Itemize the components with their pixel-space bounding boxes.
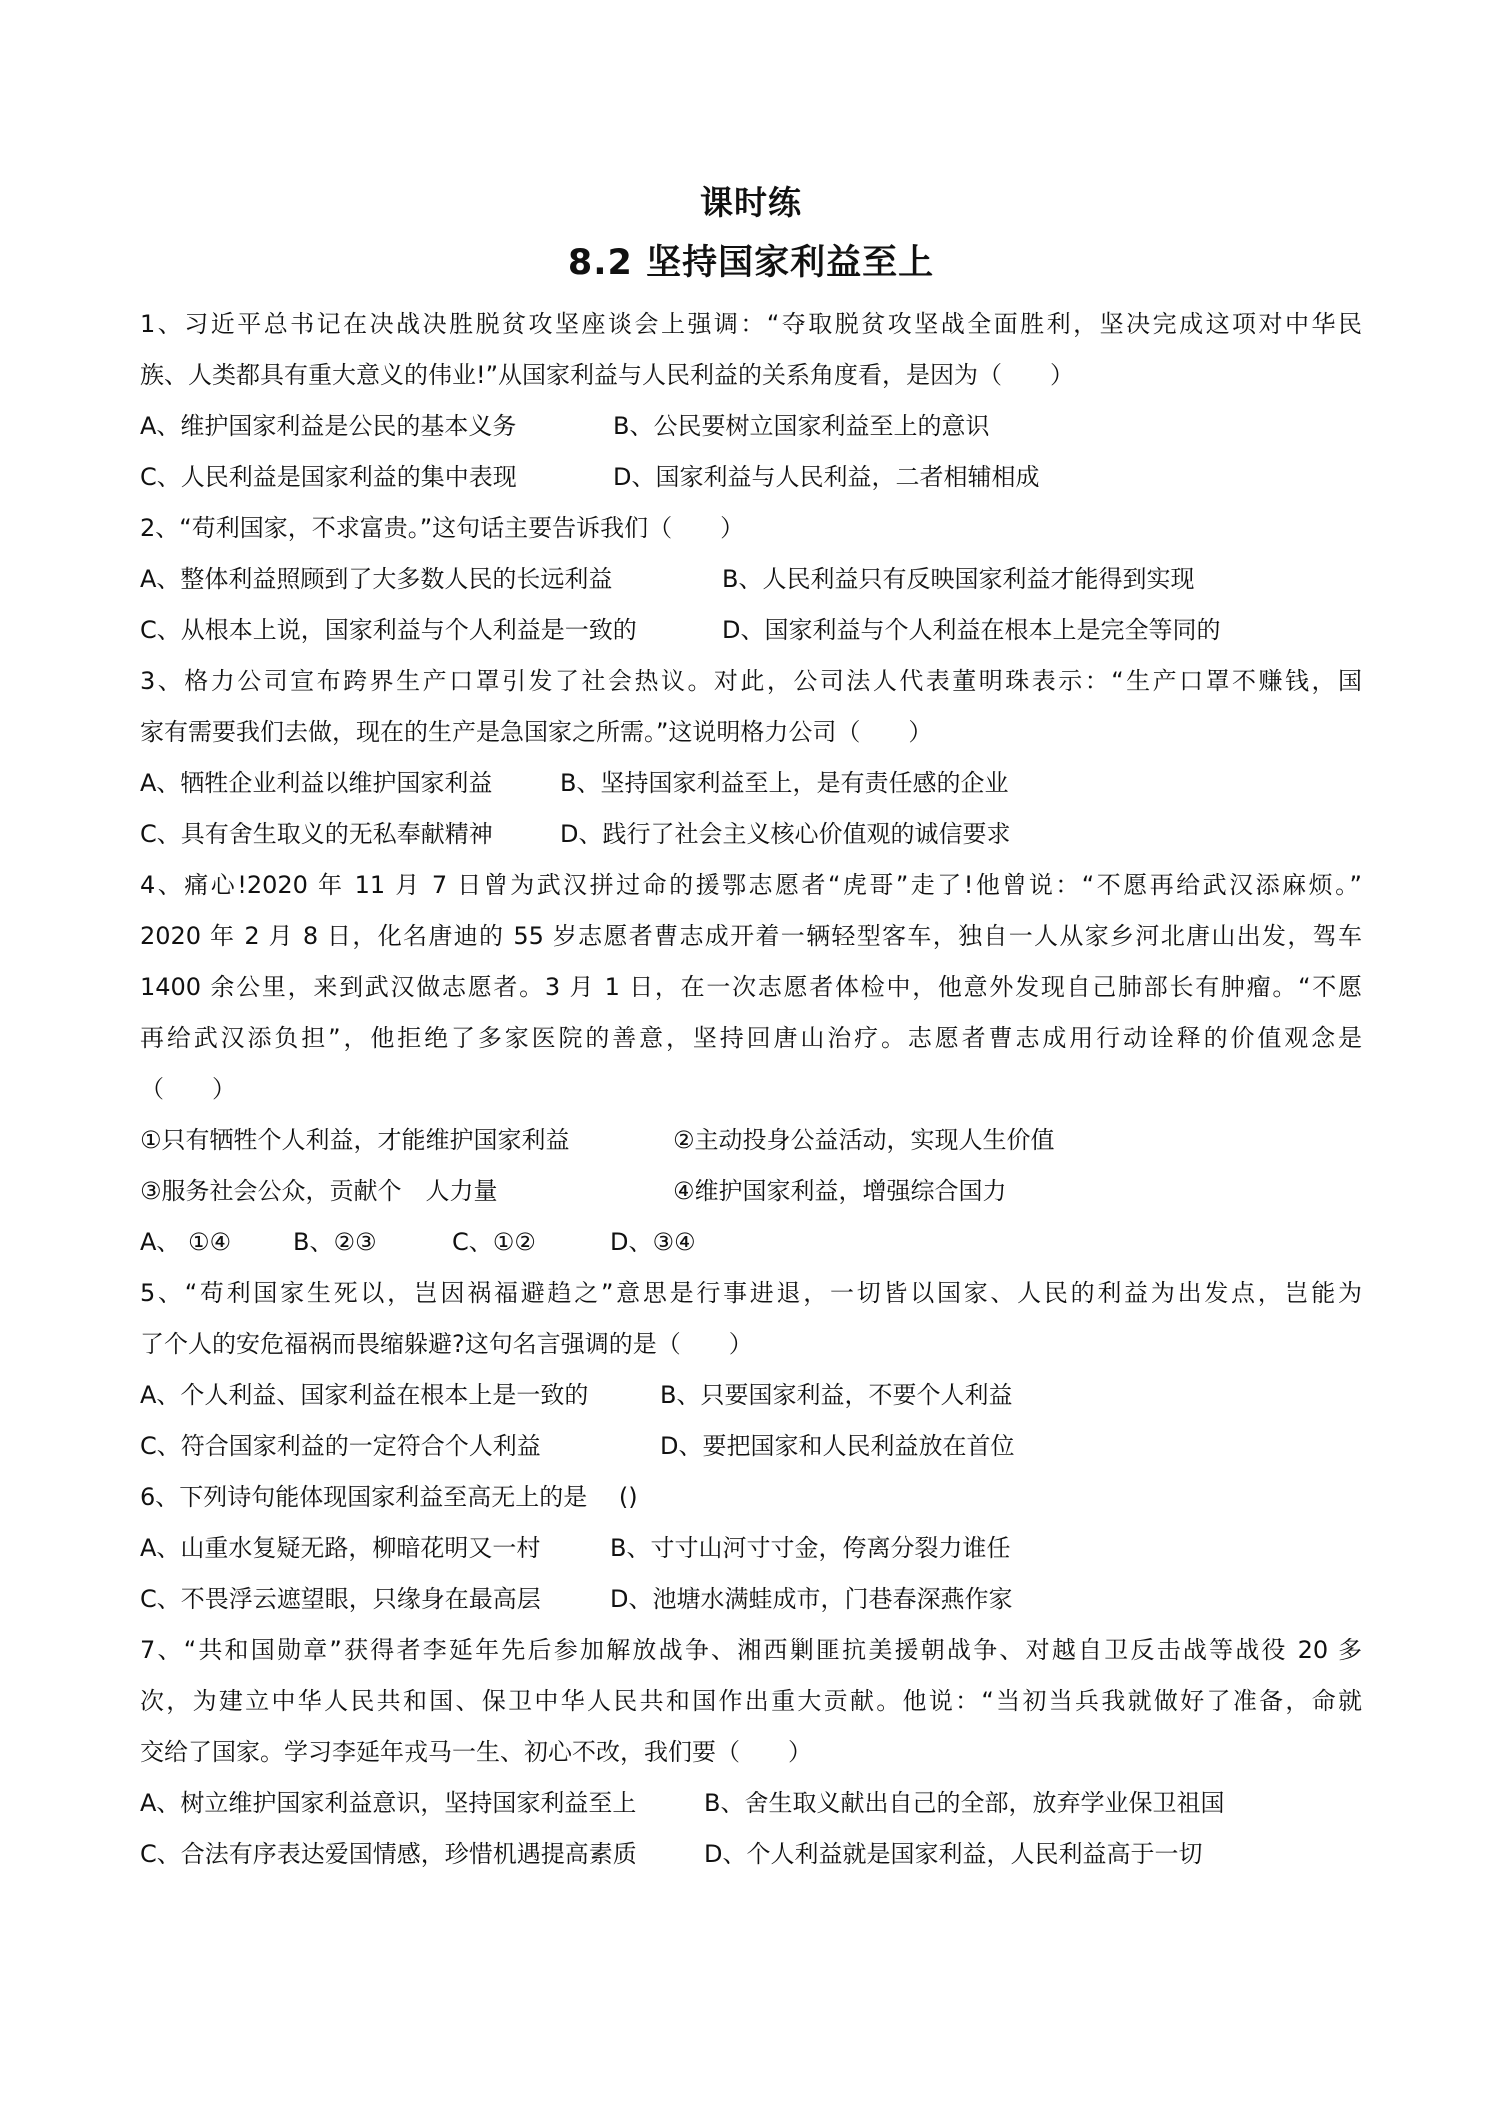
option-c: C、具有舍生取义的无私奉献精神 [140, 820, 493, 848]
question-stem-line: 2、“苟利国家，不求富贵。”这句话主要告诉我们（ ） [140, 514, 745, 542]
statement-2: ②主动投身公益活动，实现人生价值 [673, 1126, 1055, 1154]
worksheet-page [140, 175, 1362, 1880]
question-stem-line: 再给武汉添负担”，他拒绝了多家医院的善意，坚持回唐山治疗。志愿者曹志成用行动诠释的价值观念是 [140, 1024, 1362, 1052]
option-d: D、践行了社会主义核心价值观的诚信要求 [560, 820, 1011, 848]
question-stem-line: 1400 余公里，来到武汉做志愿者。3 月 1 日，在一次志愿者体检中，他意外发现自己肺部长有肿瘤。“不愿 [140, 973, 1362, 1001]
option-c: C、符合国家利益的一定符合个人利益 [140, 1432, 541, 1460]
option-a: A、整体利益照顾到了大多数人民的长远利益 [140, 565, 613, 593]
option-d: D、国家利益与个人利益在根本上是完全等同的 [722, 616, 1221, 644]
option-row [140, 1574, 1362, 1625]
question-stem-line: 5、“苟利国家生死以，岂因祸福避趋之”意思是行事进退，一切皆以国家、人民的利益为出发点，岂能为 [140, 1279, 1362, 1307]
option-b: B、人民利益只有反映国家利益才能得到实现 [722, 565, 1195, 593]
option-row [140, 401, 1362, 452]
question-stem-line: 2020 年 2 月 8 日，化名唐迪的 55 岁志愿者曹志成开着一辆轻型客车，独自一人从家乡河北唐山出发，驾车 [140, 922, 1362, 950]
question-stem-line: 次，为建立中华人民共和国、保卫中华人民共和国作出重大贡献。他说：“当初当兵我就做好了准备，命就 [140, 1687, 1362, 1715]
option-row [140, 809, 1362, 860]
option-c: C、①② [452, 1228, 536, 1256]
question-stem-line: 4、痛心!2020 年 11 月 7 日曾为武汉拼过命的援鄂志愿者“虎哥”走了!他曾说：“不愿再给武汉添麻烦。” [140, 871, 1362, 899]
question-stem-line: （ ） [140, 1075, 236, 1103]
option-row [140, 554, 1362, 605]
option-d: D、③④ [610, 1228, 696, 1256]
question-4 [140, 860, 1362, 1268]
question-stem-line: 家有需要我们去做，现在的生产是急国家之所需。”这说明格力公司（ ） [140, 718, 933, 746]
question-stem-line: 交给了国家。学习李延年戎马一生、初心不改，我们要（ ） [140, 1738, 812, 1766]
option-b: B、舍生取义献出自己的全部，放弃学业保卫祖国 [704, 1789, 1225, 1817]
option-row [140, 1370, 1362, 1421]
statement-4: ④维护国家利益，增强综合国力 [673, 1177, 1007, 1205]
option-b: B、②③ [293, 1228, 377, 1256]
option-a: A、维护国家利益是公民的基本义务 [140, 412, 517, 440]
option-c: C、合法有序表达爱国情感，珍惜机遇提高素质 [140, 1840, 637, 1868]
option-b: B、寸寸山河寸寸金，侉离分裂力谁任 [610, 1534, 1011, 1562]
page-subtitle: 8.2 坚持国家利益至上 [567, 243, 935, 283]
question-stem-line: 1、习近平总书记在决战决胜脱贫攻坚座谈会上强调：“夺取脱贫攻坚战全面胜利，坚决完成这项对中华民 [140, 310, 1362, 338]
option-b: B、坚持国家利益至上，是有责任感的企业 [560, 769, 1009, 797]
question-stem-line: 3、格力公司宣布跨界生产口罩引发了社会热议。对此，公司法人代表董明珠表示：“生产口罩不赚钱，国 [140, 667, 1362, 695]
option-c: C、不畏浮云遮望眼，只缘身在最高层 [140, 1585, 541, 1613]
option-a: A、个人利益、国家利益在根本上是一致的 [140, 1381, 589, 1409]
question-stem-line: 7、“共和国勋章”获得者李延年先后参加解放战争、湘西剿匪抗美援朝战争、对越自卫反击战等战役 20 多 [140, 1636, 1362, 1664]
option-a: A、牺牲企业利益以维护国家利益 [140, 769, 493, 797]
option-row [140, 758, 1362, 809]
option-d: D、池塘水满蛙成市，门巷春深燕作家 [610, 1585, 1013, 1613]
question-2 [140, 503, 1362, 656]
question-stem-line: 6、下列诗句能体现国家利益至高无上的是 () [140, 1483, 638, 1511]
question-3 [140, 656, 1362, 860]
option-row [140, 605, 1362, 656]
statement-1: ①只有牺牲个人利益，才能维护国家利益 [140, 1126, 570, 1154]
option-row [140, 1421, 1362, 1472]
option-a: A、 ①④ [140, 1228, 232, 1256]
option-row [140, 1217, 1362, 1268]
option-c: C、从根本上说，国家利益与个人利益是一致的 [140, 616, 637, 644]
option-b: B、公民要树立国家利益至上的意识 [613, 412, 990, 440]
option-d: D、国家利益与人民利益，二者相辅相成 [613, 463, 1040, 491]
option-row [140, 1523, 1362, 1574]
question-stem-line: 了个人的安危福祸而畏缩躲避?这句名言强调的是（ ） [140, 1330, 753, 1358]
option-d: D、要把国家和人民利益放在首位 [660, 1432, 1015, 1460]
option-d: D、个人利益就是国家利益，人民利益高于一切 [704, 1840, 1203, 1868]
statement-3: ③服务社会公众，贡献个 人力量 [140, 1177, 498, 1205]
page-title: 课时练 [700, 183, 802, 222]
option-row [140, 1166, 1362, 1217]
option-row [140, 1115, 1362, 1166]
question-6 [140, 1472, 1362, 1625]
option-row [140, 1829, 1362, 1880]
option-c: C、人民利益是国家利益的集中表现 [140, 463, 517, 491]
question-stem-line: 族、人类都具有重大意义的伟业!”从国家利益与人民利益的关系角度看，是因为（ ） [140, 361, 1075, 389]
option-b: B、只要国家利益，不要个人利益 [660, 1381, 1013, 1409]
option-row [140, 1778, 1362, 1829]
option-a: A、树立维护国家利益意识，坚持国家利益至上 [140, 1789, 637, 1817]
option-a: A、山重水复疑无路，柳暗花明又一村 [140, 1534, 541, 1562]
question-7 [140, 1625, 1362, 1880]
option-row [140, 452, 1362, 503]
question-1 [140, 299, 1362, 503]
question-5 [140, 1268, 1362, 1472]
